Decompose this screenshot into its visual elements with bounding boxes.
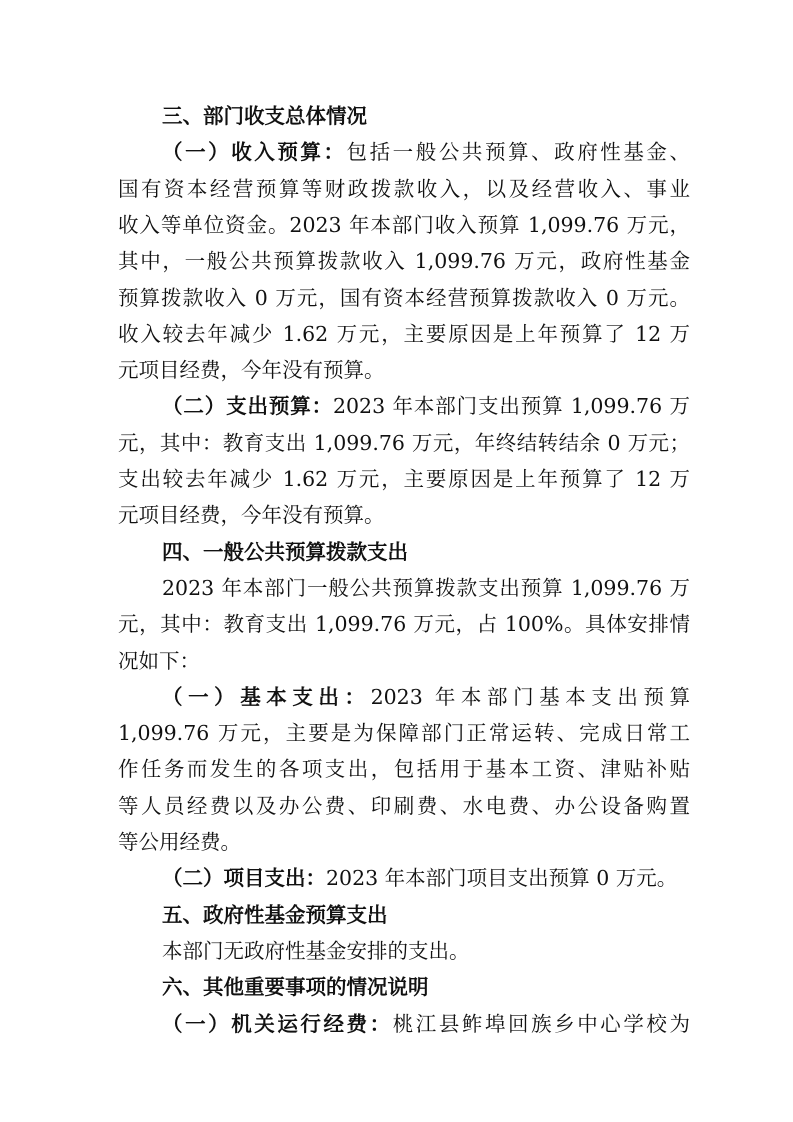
paragraph-project-line-1 (162, 862, 690, 894)
paragraph-income-line-2: 国有资本经营预算等财政拨款收入，以及经营收入、事业 (118, 176, 690, 201)
paragraph-income-line-4: 其中，一般公共预算拨款收入 1,099.76 万元，政府性基金 (118, 249, 690, 274)
heading-section-3: 三、部门收支总体情况 (162, 104, 367, 128)
operating-expense-label: （一）机关运行经费： (162, 1011, 393, 1036)
project-expense-label: （二）项目支出： (162, 866, 326, 891)
paragraph-expense-line-1 (162, 390, 690, 422)
paragraph-operating-line-1 (162, 1008, 690, 1040)
paragraph-basic-line-4: 等人员经费以及办公费、印刷费、水电费、办公设备购置 (118, 793, 690, 818)
operating-line-1-text: 桃江县鲊埠回族乡中心学校为 (392, 1011, 691, 1036)
paragraph-income-line-1 (162, 136, 690, 168)
paragraph-basic-line-3: 作任务而发生的各项支出，包括用于基本工资、津贴补贴 (118, 757, 690, 782)
heading-section-6: 六、其他重要事项的情况说明 (162, 975, 429, 1000)
paragraph-income-line-5: 预算拨款收入 0 万元，国有资本经营预算拨款收入 0 万元。 (118, 285, 690, 310)
paragraph-basic-line-1 (162, 681, 690, 713)
expense-line-1-text: 2023 年本部门支出预算 1,099.76 万 (332, 394, 691, 419)
paragraph-general-line-2: 元，其中：教育支出 1,099.76 万元，占 100%。具体安排情 (118, 612, 690, 637)
paragraph-no-fund-line-1: 本部门无政府性基金安排的支出。 (162, 938, 470, 963)
heading-section-4: 四、一般公共预算拨款支出 (162, 539, 408, 564)
project-line-1-text: 2023 年本部门项目支出预算 0 万元。 (326, 866, 678, 891)
expense-budget-label: （二）支出预算： (162, 394, 333, 419)
income-line-1-text: 包括一般公共预算、政府性基金、 (346, 140, 691, 165)
paragraph-income-line-3: 收入等单位资金。2023 年本部门收入预算 1,099.76 万元， (118, 212, 690, 237)
paragraph-expense-line-4: 元项目经费，今年没有预算。 (118, 503, 385, 528)
basic-line-1-text: 2023 年本部门基本支出预算 (370, 684, 691, 709)
paragraph-expense-line-2: 元，其中：教育支出 1,099.76 万元，年终结转结余 0 万元； (118, 430, 690, 455)
paragraph-basic-line-5: 等公用经费。 (118, 830, 241, 854)
paragraph-basic-line-2: 1,099.76 万元，主要是为保障部门正常运转、完成日常工 (118, 721, 690, 746)
income-budget-label: （一）收入预算： (162, 140, 347, 165)
paragraph-expense-line-3: 支出较去年减少 1.62 万元，主要原因是上年预算了 12 万 (118, 467, 690, 491)
paragraph-general-line-1: 2023 年本部门一般公共预算拨款支出预算 1,099.76 万 (162, 575, 690, 600)
heading-section-5: 五、政府性基金预算支出 (162, 902, 388, 927)
paragraph-income-line-7: 元项目经费，今年没有预算。 (118, 358, 385, 383)
basic-expense-label: （一）基本支出： (162, 684, 371, 709)
paragraph-general-line-3: 况如下： (118, 648, 200, 673)
paragraph-income-line-6: 收入较去年减少 1.62 万元，主要原因是上年预算了 12 万 (118, 321, 690, 346)
